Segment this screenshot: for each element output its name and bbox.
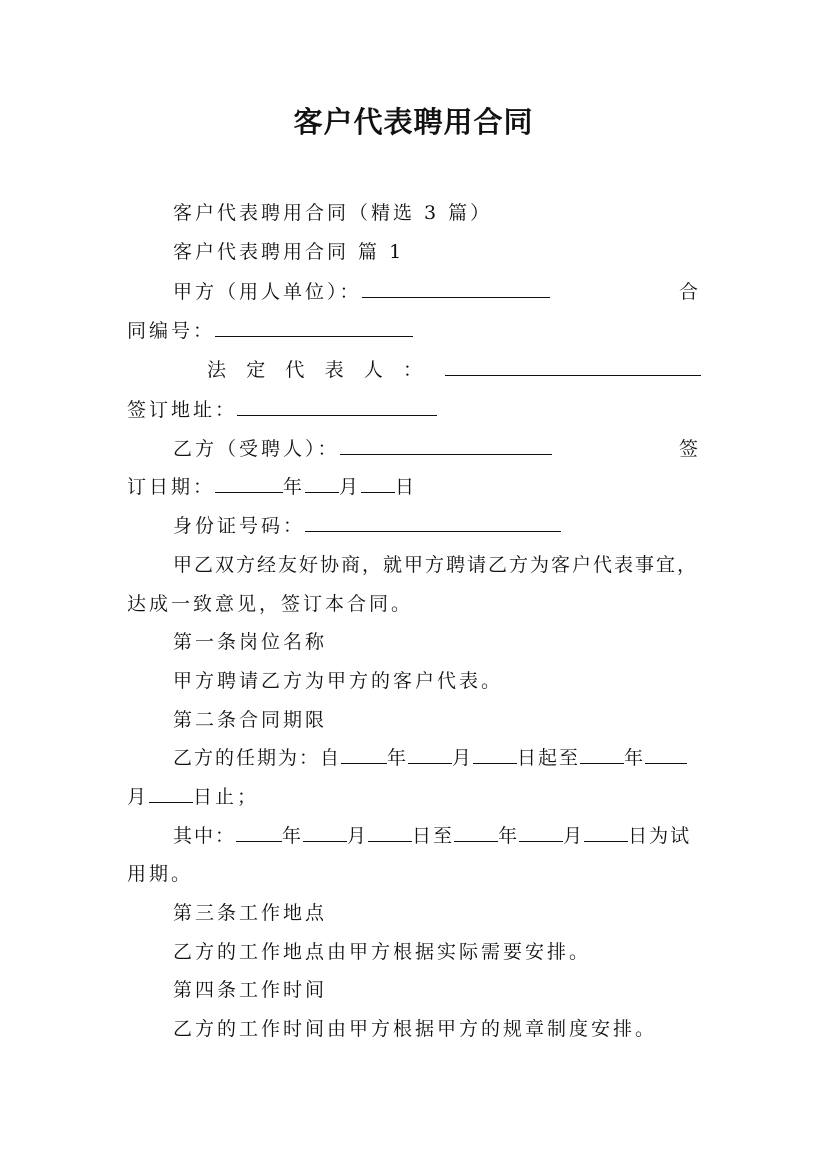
trial-line-2: 用期。 (127, 863, 194, 885)
trial-blank (454, 840, 498, 842)
legal-rep-line (207, 355, 701, 382)
month-label: 月 (127, 786, 150, 808)
year-label: 年 (624, 747, 646, 769)
term-end-label: 日止； (193, 786, 260, 808)
sign-day-blank (361, 491, 395, 493)
trial-to-label: 日至 (412, 825, 455, 847)
article-4-title: 第四条工作时间 (173, 979, 328, 1001)
article-3-body: 乙方的工作地点由甲方根据实际需要安排。 (173, 941, 592, 963)
id-number-line (173, 511, 701, 538)
term-line-1 (173, 743, 701, 770)
sign-address-blank (237, 414, 437, 416)
trial-blank (519, 840, 563, 842)
term-blank (149, 801, 193, 803)
id-number-blank (305, 530, 561, 532)
sign-date-line (127, 472, 701, 499)
sign-date-label-start: 签 (678, 438, 701, 460)
document-title: 客户代表聘用合同 (293, 105, 534, 139)
legal-rep-char: ： (402, 359, 425, 381)
trial-end-label: 日为试 (628, 825, 692, 847)
legal-rep-char: 代 (285, 359, 308, 381)
trial-line-1 (173, 821, 701, 848)
sign-address-label: 签订地址： (127, 399, 238, 421)
trial-label: 其中： (173, 825, 237, 847)
sign-month-blank (305, 491, 339, 493)
subtitle: 客户代表聘用合同（精选 3 篇） (173, 202, 493, 224)
month-label: 月 (452, 747, 474, 769)
term-blank (645, 762, 687, 764)
legal-rep-char: 定 (246, 359, 269, 381)
term-blank (408, 762, 452, 764)
month-label: 月 (563, 825, 585, 847)
intro-paragraph-2: 达成一致意见，签订本合同。 (127, 593, 414, 615)
article-2-title: 第二条合同期限 (173, 709, 328, 731)
year-label: 年 (498, 825, 520, 847)
legal-rep-blank (445, 374, 701, 376)
month-label: 月 (347, 825, 369, 847)
intro-paragraph-1: 甲乙双方经友好协商，就甲方聘请乙方为客户代表事宜， (173, 554, 699, 576)
trial-blank (584, 840, 628, 842)
term-blank (473, 762, 517, 764)
article-4-body: 乙方的工作时间由甲方根据甲方的规章制度安排。 (173, 1018, 658, 1040)
contract-no-label-start: 合 (678, 281, 701, 303)
day-label: 日 (395, 476, 418, 498)
id-number-label: 身份证号码： (173, 515, 306, 537)
term-from-label: 日起至 (517, 747, 581, 769)
article-3-title: 第三条工作地点 (173, 902, 328, 924)
party-a-blank (362, 296, 550, 298)
article-1-body: 甲方聘请乙方为甲方的客户代表。 (173, 670, 504, 692)
term-blank (580, 762, 624, 764)
contract-no-label: 同编号： (127, 320, 216, 342)
party-b-blank (340, 453, 552, 455)
year-label: 年 (282, 825, 304, 847)
term-label: 乙方的任期为：自 (173, 747, 342, 769)
year-label: 年 (283, 476, 306, 498)
term-line-2 (127, 782, 701, 809)
sign-date-label: 订日期： (127, 476, 216, 498)
contract-no-line (127, 316, 701, 343)
year-label: 年 (387, 747, 409, 769)
article-1-title: 第一条岗位名称 (173, 631, 328, 653)
legal-rep-char: 表 (324, 359, 347, 381)
contract-no-blank (215, 335, 413, 337)
trial-blank (303, 840, 347, 842)
party-a-line (173, 277, 701, 304)
term-blank (341, 762, 387, 764)
party-b-line (173, 434, 701, 461)
trial-blank (236, 840, 282, 842)
section-heading: 客户代表聘用合同 篇 1 (173, 241, 405, 263)
legal-rep-char: 法 (207, 359, 230, 381)
party-a-label: 甲方（用人单位）： (173, 281, 362, 303)
legal-rep-char: 人 (363, 359, 386, 381)
month-label: 月 (339, 476, 362, 498)
sign-address-line (127, 395, 701, 422)
trial-blank (368, 840, 412, 842)
sign-year-blank (215, 491, 283, 493)
party-b-label: 乙方（受聘人）： (173, 438, 340, 460)
